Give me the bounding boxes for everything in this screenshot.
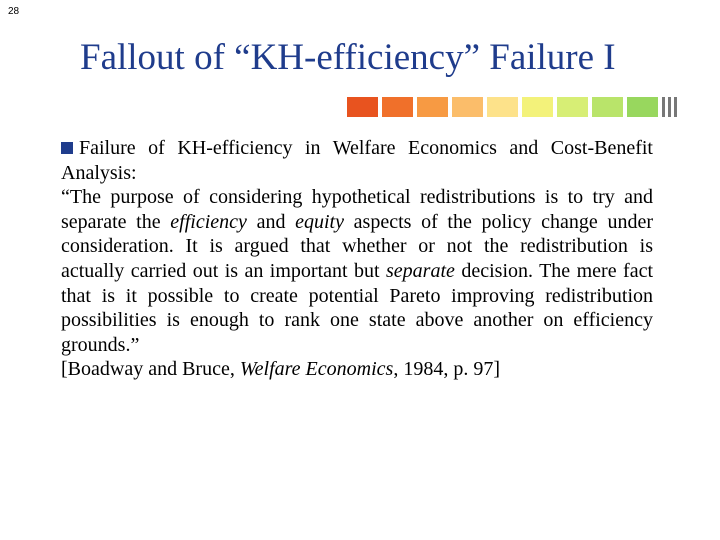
- quote-text: aspects of the policy change under consideration. It is argued that whether or not the redistribution is actually carried out is an important but: [61, 210, 653, 282]
- bullet-paragraph: [61, 136, 653, 185]
- stripe: [668, 97, 671, 117]
- citation-text: [Boadway and Bruce,: [61, 358, 240, 381]
- decorative-color-bar: [347, 97, 677, 117]
- quote-text: and: [246, 210, 296, 233]
- slide-body: [61, 136, 653, 382]
- color-block: [452, 97, 483, 117]
- stripe: [662, 97, 665, 117]
- color-block: [487, 97, 518, 117]
- stripe-group: [662, 97, 677, 117]
- quote-paragraph: [61, 185, 653, 357]
- color-block: [417, 97, 448, 117]
- stripe: [674, 97, 677, 117]
- citation: [61, 357, 653, 382]
- citation-book-title: Welfare Economics: [239, 358, 394, 381]
- square-bullet-icon: [61, 142, 73, 154]
- bullet-heading: Failure of KH-efficiency in Welfare Economics and Cost-Benefit Analysis:: [61, 137, 653, 184]
- color-block: [557, 97, 588, 117]
- quote-emphasis: efficiency: [170, 210, 247, 233]
- slide-number: 28: [8, 6, 20, 17]
- color-block: [627, 97, 658, 117]
- quote-emphasis: separate: [386, 259, 455, 282]
- color-block: [347, 97, 378, 117]
- slide-title: Fallout of “KH-efficiency” Failure I: [80, 37, 616, 78]
- citation-text: , 1984, p. 97]: [393, 358, 500, 381]
- quote-text: decision. The mere fact that is it possible to create potential Pareto improving redistribution possibilities is enough to rank one state above another on efficiency grounds.”: [61, 259, 654, 356]
- color-block: [592, 97, 623, 117]
- color-block: [522, 97, 553, 117]
- quote-emphasis: equity: [295, 210, 344, 233]
- color-block: [382, 97, 413, 117]
- quote-text: “The purpose of considering hypothetical redistributions is to try and separate the: [61, 186, 653, 233]
